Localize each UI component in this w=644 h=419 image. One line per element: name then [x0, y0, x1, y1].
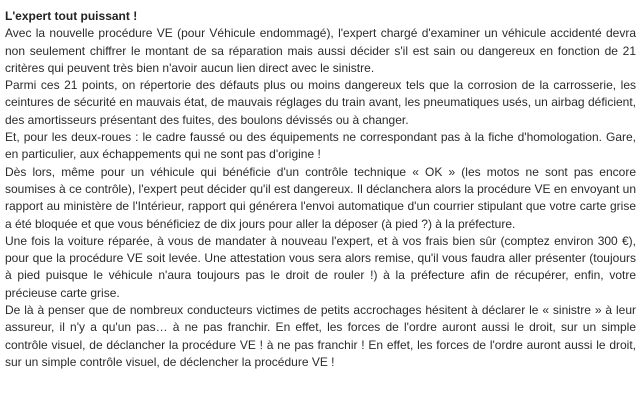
paragraph-procedure-ve: Avec la nouvelle procédure VE (pour Véhicule endommagé), l'expert chargé d'examiner un véhicule accidenté devra non seulement chiffrer le montant de sa réparation mais aussi décider s'il est sain ou dangereux en fonction de 21 critères qui peuvent très bien n'avoir aucun lien direct avec le sinistre. [5, 26, 636, 75]
paragraph-deux-roues: Et, pour les deux-roues : le cadre faussé ou des équipements ne correspondant pas à la fiche d'homologation. Gare, en particulier, aux échappements qui ne sont pas d'origine ! [5, 130, 636, 162]
paragraph-voiture-reparee: Une fois la voiture réparée, à vous de mandater à nouveau l'expert, et à vos frais bien sûr (comptez environ 300 €), pour que la procédure VE soit levée. Une attestation vous sera alors remise, qu'il vous faudra aller présenter (toujours à pied puisque le véhicule n'aura toujours pas le droit de rouler !) à la préfecture afin de récupérer, enfin, votre précieuse carte grise. [5, 233, 636, 300]
paragraph-controle-technique: Dès lors, même pour un véhicule qui bénéficie d'un contrôle technique « OK » (les motos ne sont pas encore soumises à ce contrôle), l'expert peut décider qu'il est dangereux. Il déclanchera alors la procédure VE en envoyant un rapport au ministère de l'Intérieur, rapport qui générera l'envoi automatique d'un courrier stipulant que votre carte grise a été bloquée et que vous bénéficiez de dix jours pour aller la déposer (à pied ?) à la préfecture. [5, 164, 636, 231]
paragraph-conducteurs: De là à penser que de nombreux conducteurs victimes de petits accrochages hésitent à déclarer le « sinistre » à leur assureur, il n'y a qu'un pas… à ne pas franchir. En effet, les forces de l'ordre auront aussi le droit, sur un simple contrôle visuel, de déclancher la procédure VE ! à ne pas franchir ! En effet, les forces de l'ordre auront aussi le droit, sur un simple contrôle visuel, de déclencher la procédure VE ! [5, 303, 636, 369]
paragraph-21-points: Parmi ces 21 points, on répertorie des défauts plus ou moins dangereux tels que la corrosion de la carrosserie, les ceintures de sécurité en mauvais état, de mauvais réglages du train avant, les pneumatiques usés, un airbag déficient, des amortisseurs présentant des fuites, des boulons dévissés ou à changer. [5, 78, 636, 127]
article-title: L'expert tout puissant ! [5, 9, 138, 23]
